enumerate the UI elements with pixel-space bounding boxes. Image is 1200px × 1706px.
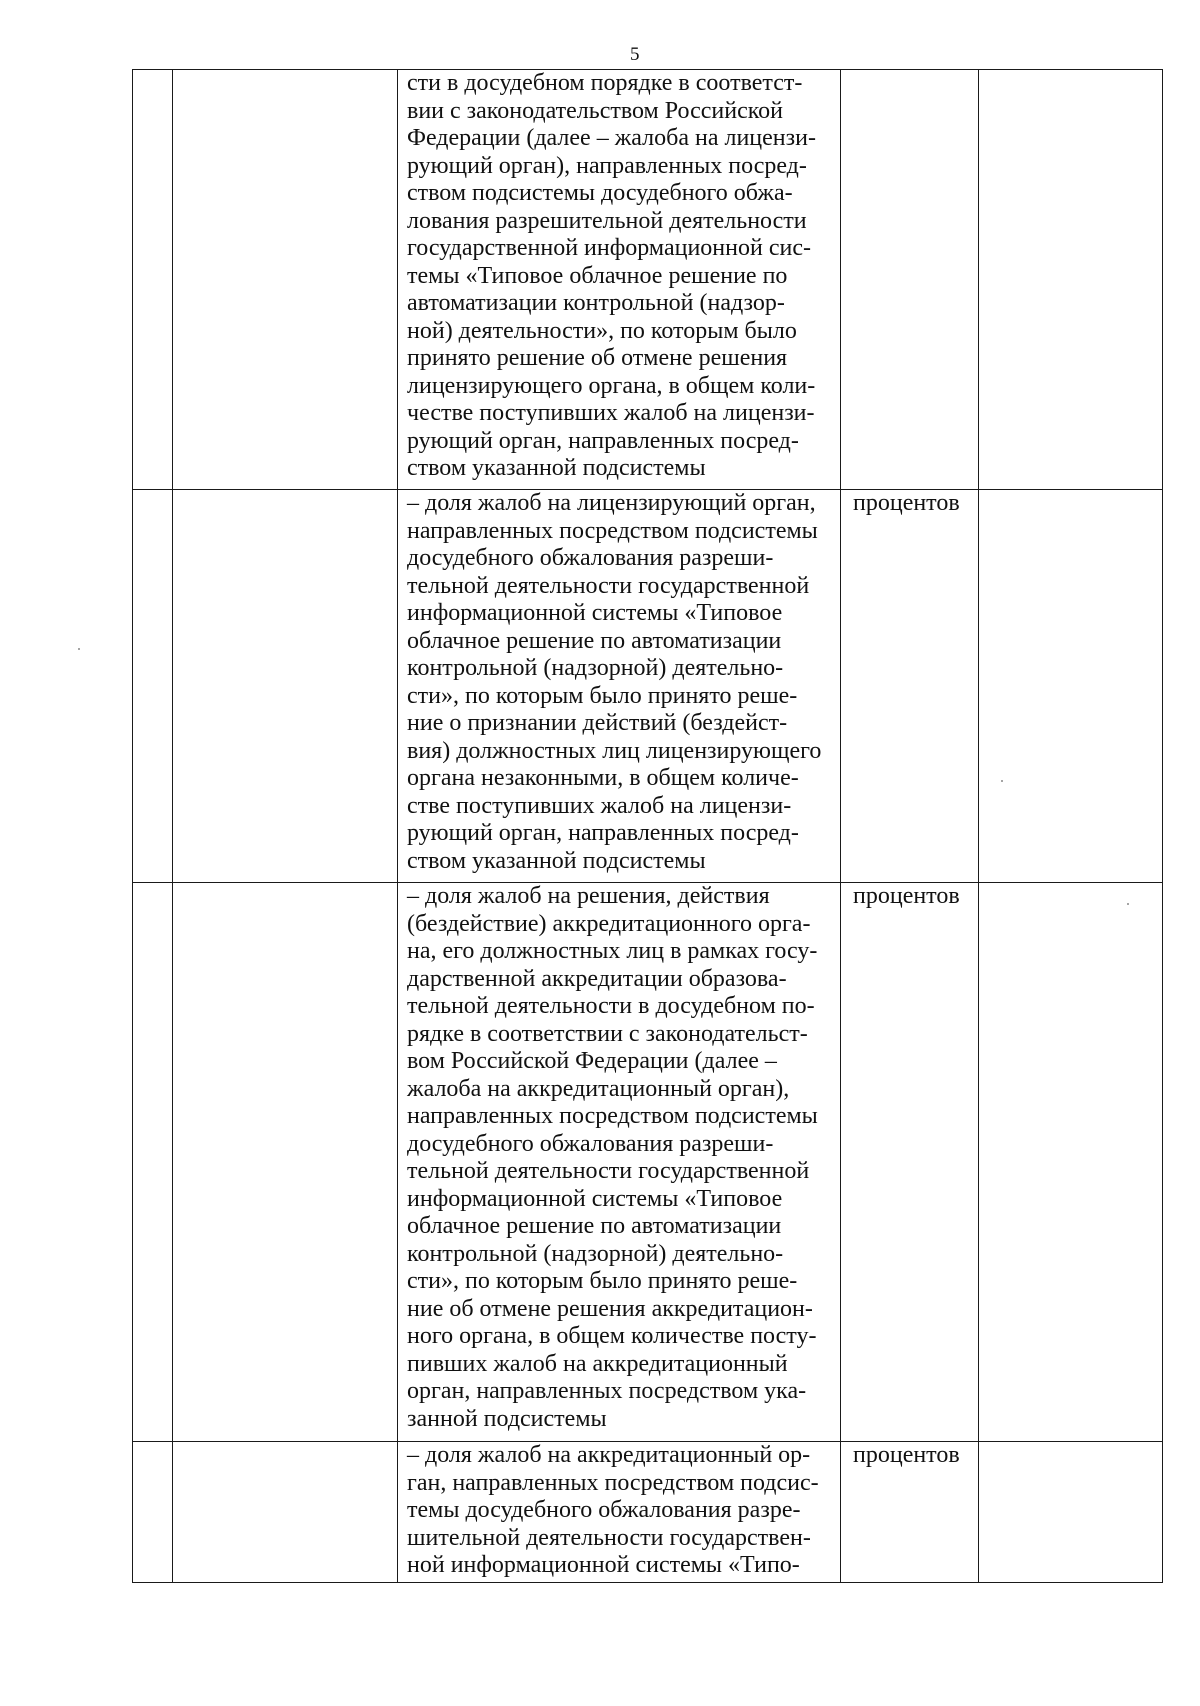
- unit-text: процентов: [853, 1442, 960, 1468]
- unit-cell: [841, 490, 979, 883]
- indicator-text: – доля жалоб на аккредитационный ор- ган, направленных посредством подсис- темы досудебного обжалования разре- шительной деятельности государствен- ной информационной системы «Типо-: [407, 1442, 819, 1578]
- value-cell: [979, 490, 1163, 883]
- table-row: [133, 1442, 1163, 1583]
- unit-text: процентов: [853, 490, 960, 516]
- unit-cell: [841, 70, 979, 490]
- number-cell: [133, 490, 173, 883]
- indicator-text: – доля жалоб на решения, действия (бездействие) аккредитационного орга- на, его должностных лиц в рамках госу- дарственной аккредитации образова- тельной деятельности в досудебном по- рядке в соответствии с законодательст- вом Российской Федерации (далее – жалоба на аккредитационный орган), направленных посредством подсистемы досудебного обжалования разреши- тельной деятельности государственной информационной системы «Типовое облачное решение по автоматизации контрольной (надзорной) деятельно- сти», по которым было принято реше- ние об отмене решения аккредитацион- ного органа, в общем количестве посту- пивших жалоб на аккредитационный орган, направленных посредством ука- занной подсистемы: [407, 883, 818, 1432]
- unit-cell: [841, 1442, 979, 1583]
- indicator-cell: [398, 1442, 841, 1583]
- table-row: [133, 490, 1163, 883]
- indicators-table: [132, 69, 1163, 1583]
- name-cell: [173, 490, 398, 883]
- name-cell: [173, 70, 398, 490]
- number-cell: [133, 1442, 173, 1583]
- name-cell: [173, 883, 398, 1442]
- table-row: [133, 70, 1163, 490]
- indicator-cell: [398, 490, 841, 883]
- page-number: 5: [630, 44, 640, 65]
- indicator-cell: [398, 70, 841, 490]
- indicator-cell: [398, 883, 841, 1442]
- name-cell: [173, 1442, 398, 1583]
- indicator-text: – доля жалоб на лицензирующий орган, направленных посредством подсистемы досудебного обжалования разреши- тельной деятельности государственной информационной системы «Типовое облачное решение по автоматизации контрольной (надзорной) деятельно- сти», по которым было принято реше- ние о признании действий (бездейст- вия) должностных лиц лицензирующего органа незаконными, в общем количе- стве поступивших жалоб на лицензи- рующий орган, направленных посред- ством указанной подсистемы: [407, 490, 822, 874]
- indicator-text: сти в досудебном порядке в соответст- вии с законодательством Российской Федерации (далее – жалоба на лицензи- рующий орган), направленных посред- ством подсистемы досудебного обжа- лования разрешительной деятельности государственной информационной сис- темы «Типовое облачное решение по автоматизации контрольной (надзор- ной) деятельности», по которым было принято решение об отмене решения лицензирующего органа, в общем коли- честве поступивших жалоб на лицензи- рующий орган, направленных посред- ством указанной подсистемы: [407, 70, 816, 481]
- scan-speck: [1127, 903, 1129, 905]
- scan-speck: [78, 648, 80, 650]
- number-cell: [133, 70, 173, 490]
- number-cell: [133, 883, 173, 1442]
- unit-text: процентов: [853, 883, 960, 909]
- value-cell: [979, 883, 1163, 1442]
- scan-speck: [1001, 780, 1003, 782]
- value-cell: [979, 70, 1163, 490]
- unit-cell: [841, 883, 979, 1442]
- table-row: [133, 883, 1163, 1442]
- value-cell: [979, 1442, 1163, 1583]
